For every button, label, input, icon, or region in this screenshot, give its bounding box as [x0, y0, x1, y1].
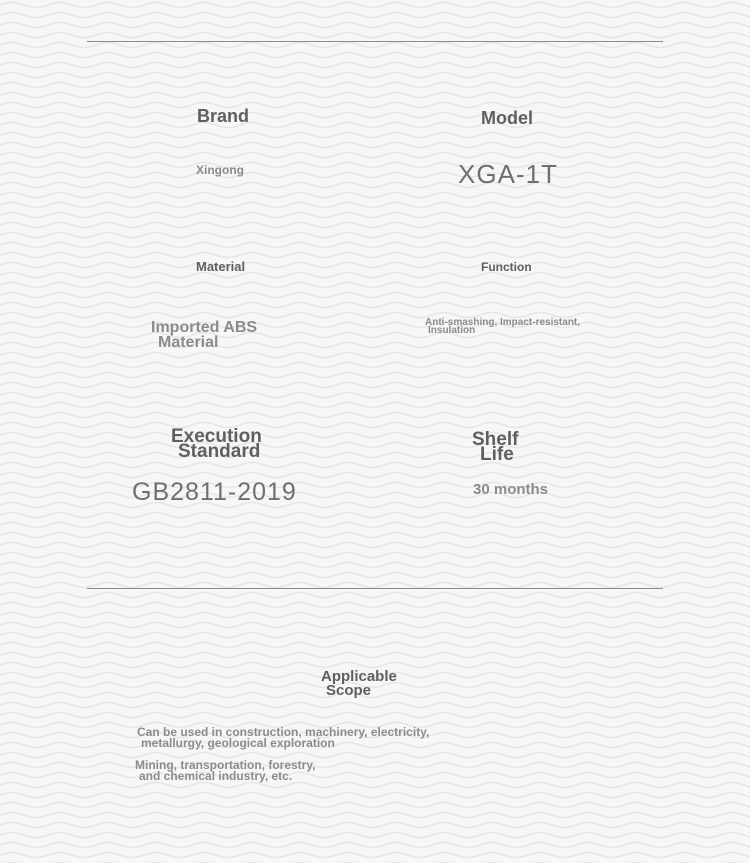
scope-text1-line1: Can be used in construction, machinery, electricity, — [137, 725, 430, 739]
model-value: XGA-1T — [458, 159, 558, 189]
scope-text2-line2: and chemical industry, etc. — [139, 769, 293, 783]
function-value-line1: Anti-smashing, Impact-resistant, — [425, 317, 581, 328]
brand-value: Xingong — [196, 163, 244, 177]
material-label: Material — [196, 259, 246, 274]
material-value-line2: Material — [158, 334, 219, 351]
top-divider — [87, 41, 663, 42]
middle-divider — [87, 588, 663, 589]
shelf-value: 30 months — [473, 481, 549, 498]
shelf-label-line1: Shelf — [472, 429, 519, 450]
standard-label-line2: Standard — [178, 441, 261, 462]
function-label: Function — [481, 260, 532, 274]
standard-value: GB2811-2019 — [132, 478, 297, 506]
standard-label-line1: Execution — [171, 426, 262, 447]
scope-title-line2: Scope — [326, 682, 372, 699]
scope-text2-line1: Mining, transportation, forestry, — [135, 758, 316, 772]
material-value-line1: Imported ABS — [151, 319, 258, 336]
brand-label: Brand — [197, 106, 250, 126]
function-value-line2: Insulation — [428, 325, 476, 336]
model-label: Model — [481, 108, 533, 128]
scope-text1-line2: metallurgy, geological exploration — [141, 736, 335, 750]
scope-title-line1: Applicable — [321, 668, 397, 685]
shelf-label-line2: Life — [480, 444, 514, 465]
